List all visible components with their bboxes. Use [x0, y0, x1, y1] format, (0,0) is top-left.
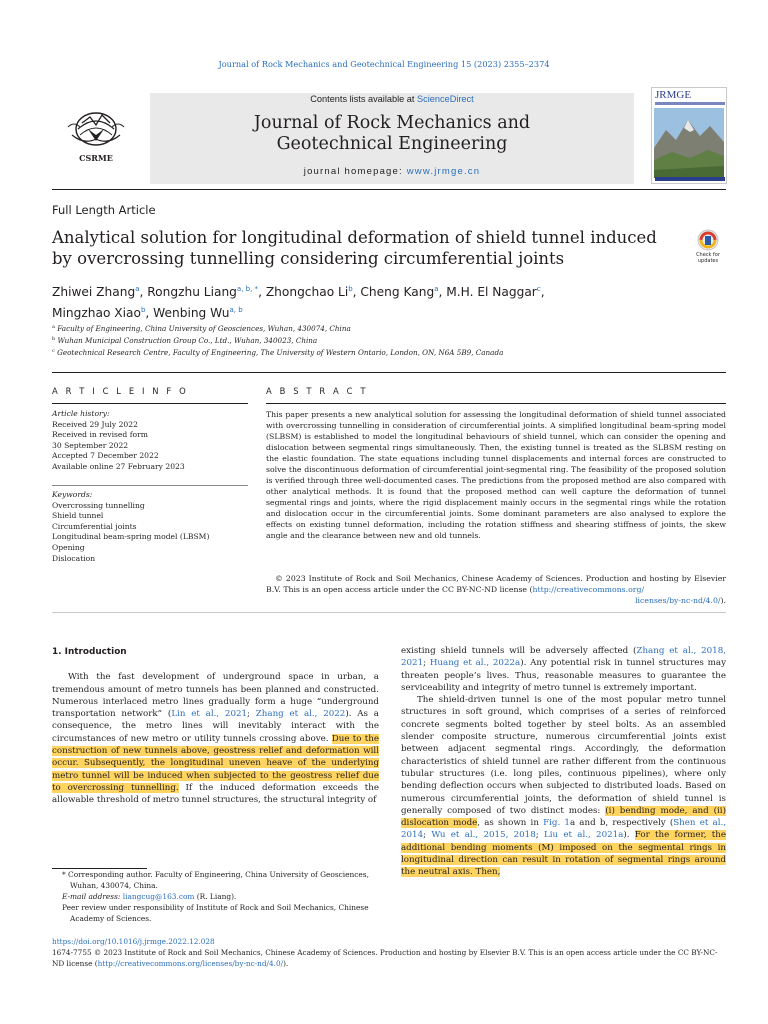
- header-divider: [52, 189, 726, 190]
- body-column-left: [52, 645, 379, 807]
- author-list: Zhiwei Zhang$^a$, Rongzhu Liang$^{a, b, *}$, Zhongchao Li$^b$, Cheng Kang$^a$, M.H. El Naggar$^c$, Mingzhao Xiao$^b$, Wenbing Wu$^{a, b}$: [52, 285, 545, 320]
- highlighted-text: (i) bending mode, and (ii) dislocation mode: [401, 805, 726, 829]
- keyword: Overcrossing tunnelling: [52, 500, 145, 510]
- highlighted-text: Due to the construction of new tunnels above, geostress relief and deformation will occur. Subsequently, the longitudinal uneven heave of the underlying metro tunnel will be induced when subjected to the geostress relief due to overcrossing tunnelling.: [52, 733, 379, 793]
- journal-title: [150, 113, 634, 155]
- paragraph: The shield-driven tunnel is one of the most popular metro tunnel structures in soft ground, which comprises of a series of reinforced concrete segments bolted together by steel bolts. As an assembled slender composite structure, numerous circumferential joints exist between adjacent segmental rings. Accordingly, the deformation characteristics of shield tunnel are rather different from the continuous tubular structures (i.e. long piles, continuous pipelines), where only bending deflection occurs when subjected to distributed loads. Based on numerous circumferential joints, the deformation of shield tunnel is generally composed of two distinct modes: (i) bending mode, and (ii) dislocation mode, as shown in Fig. 1a and b, respectively (Shen et al., 2014; Wu et al., 2015, 2018; Liu et al., 2021a). For the former, the additional bending moments (M) imposed on the segmental rings in longitudinal direction can result in rotation of segmental rings around the neutral axis. Then,: [401, 695, 726, 878]
- citation-link[interactable]: Zhang et al., 2022: [255, 709, 346, 720]
- sciencedirect-link[interactable]: ScienceDirect: [417, 94, 474, 104]
- contents-line: [150, 94, 634, 104]
- email-link[interactable]: liangcug@163.com: [122, 892, 195, 901]
- license-link-part2[interactable]: licenses/by-nc-nd/4.0/: [635, 596, 721, 605]
- keyword: Shield tunnel: [52, 511, 104, 521]
- paragraph: With the fast development of underground space in urban, a tremendous amount of metro tunnels has been planned and constructed. Numerous interlaced metro lines gradually form a huge “underground transportation network” (Lin et al., 2021; Zhang et al., 2022). As a consequence, the metro lines will inevitably interact with the circumstances of new metro or utility tunnels crossing above. Due to the construction of new tunnels above, geostress relief and deformation will occur. Subsequently, the longitudinal uneven heave of the underlying metro tunnel will be induced when subjected to the geostress relief due to overcrossing tunnelling. If the induced deformation exceeds the allowable threshold of metro tunnel structures, the structural integrity of: [52, 672, 379, 806]
- citation-link[interactable]: Shen et al., 2014: [401, 818, 726, 841]
- cover-mountain-image: [654, 108, 724, 178]
- keywords-label: Keywords:: [52, 490, 93, 499]
- author[interactable]: Wenbing Wu$^{a, b}$: [153, 306, 243, 320]
- keywords-rule: [52, 485, 248, 486]
- journal-citation[interactable]: Journal of Rock Mechanics and Geotechnical Engineering 15 (2023) 2355–2374: [218, 59, 550, 69]
- cover-subtitle-bar: [655, 102, 725, 105]
- journal-title-line1: Journal of Rock Mechanics and: [253, 113, 531, 133]
- section-heading-introduction: 1. Introduction: [52, 647, 127, 657]
- title-divider: [52, 372, 726, 373]
- article-type: Full Length Article: [52, 203, 156, 217]
- license-link-part1[interactable]: http://creativecommons.org/: [532, 585, 645, 594]
- keyword: Opening: [52, 542, 85, 552]
- author[interactable]: M.H. El Naggar$^c$: [446, 285, 541, 299]
- cover-title: JRMGE: [655, 89, 692, 101]
- citation-link[interactable]: Huang et al., 2022a: [429, 658, 521, 669]
- homepage-link[interactable]: www.jrmge.cn: [406, 166, 481, 177]
- check-for-updates-icon[interactable]: [690, 228, 726, 266]
- corresponding-author-note: * Corresponding author. Faculty of Engineering, China University of Geosciences, Wuhan, 430074, China.: [62, 870, 369, 890]
- history-label: Article history:: [52, 409, 110, 418]
- csrme-logo: [52, 105, 140, 165]
- badge-line1: Check for: [696, 252, 720, 258]
- figure-link[interactable]: Fig. 1: [543, 818, 570, 829]
- history-item: Received in revised form: [52, 430, 148, 440]
- highlighted-text: For the former, the additional bending moments (M) imposed on the segmental rings in longitudinal direction can result in rotation of segmental rings around the neutral axis. Then,: [401, 830, 726, 878]
- history-item: Accepted 7 December 2022: [52, 451, 159, 461]
- article-title: Analytical solution for longitudinal deformation of shield tunnel induced by overcrossing tunnelling considering circumferential joints: [52, 228, 657, 268]
- keywords: [52, 490, 248, 564]
- abstract-text: This paper presents a new analytical solution for assessing the longitudinal deformation of shield tunnel associated with overcrossing tunnelling in consideration of circumferential joints. A simplified longitudinal beam-spring model (SLBSM) is established to model the longitudinal behaviours of shield tunnel, which can consider the opening and dislocation between segmental rings simultaneously. Then, the existing tunnel is treated as the SLBSM resting on the elastic foundation. The state equations including tunnel displacements and internal forces are constructed to solve the discontinuous deformation of circumferential joint-segmental ring. The feasibility of the proposed solution is verified through three well-documented cases. The predictions from the proposed method are also compared with other analytical methods. It is found that the proposed method can well capture the deformation of tunnel segmental rings and joints, where the rigid displacement mainly occurs in the segmental rings while the rotation and dislocation occur in the circumferential joints. Some dominant parameters are also analysed to explore the effects on existing tunnel deformation, including the rotation stiffness and shearing stiffness of joints, the skew angle and the clearance between new and old tunnels.: [266, 410, 726, 540]
- citation-link[interactable]: Zhang et al., 2018, 2021: [401, 646, 726, 669]
- badge-line2: updates: [697, 258, 719, 264]
- history-item: Received 29 July 2022: [52, 419, 138, 429]
- email-note: E-mail address: liangcug@163.com (R. Liang).: [62, 892, 237, 901]
- article-info-heading: A R T I C L E I N F O: [52, 386, 189, 396]
- citation-link[interactable]: Liu et al., 2021a: [543, 830, 624, 841]
- affiliation: $^a$ Faculty of Engineering, China University of Geosciences, Wuhan, 430074, China: [52, 324, 351, 333]
- history-item: Available online 27 February 2023: [52, 461, 185, 471]
- journal-homepage: [150, 166, 634, 177]
- footer-license-link[interactable]: http://creativecommons.org/licenses/by-nc-nd/4.0/: [97, 958, 284, 968]
- keyword: Circumferential joints: [52, 521, 137, 531]
- citation-link[interactable]: Lin et al., 2021: [171, 709, 248, 720]
- author[interactable]: Cheng Kang$^a$: [360, 285, 439, 299]
- history-item: 30 September 2022: [52, 440, 129, 450]
- paragraph: existing shield tunnels will be adversely affected (Zhang et al., 2018, 2021; Huang et al., 2022a). Any potential risk in tunnel structures may threaten people’s lives. Thus, reasonable measures to guarantee the serviceability and integrity of metro tunnel is extremely important.: [401, 646, 726, 693]
- author[interactable]: Zhiwei Zhang$^a$: [52, 285, 140, 299]
- peer-review-note: Peer review under responsibility of Institute of Rock and Soil Mechanics, Chinese Academy of Sciences.: [62, 903, 369, 923]
- article-info-rule: [52, 403, 248, 404]
- affiliation: $^c$ Geotechnical Research Centre, Faculty of Engineering, The University of Western Ontario, London, ON, N6A 5B9, Canada: [52, 348, 504, 357]
- abstract-heading: A B S T R A C T: [266, 386, 369, 396]
- cover-footer-bar: [655, 177, 725, 181]
- csrme-logo-text: CSRME: [79, 153, 113, 163]
- abstract-rule: [266, 403, 726, 404]
- keyword: Longitudinal beam-spring model (LBSM): [52, 532, 210, 542]
- author[interactable]: Mingzhao Xiao$^b$: [52, 306, 146, 320]
- homepage-label: journal homepage:: [303, 166, 407, 177]
- author[interactable]: Rongzhu Liang$^{a, b, *}$: [147, 285, 259, 299]
- affiliation: $^b$ Wuhan Municipal Construction Group Co., Ltd., Wuhan, 340023, China: [52, 336, 318, 345]
- keyword: Dislocation: [52, 553, 96, 563]
- journal-title-line2: Geotechnical Engineering: [276, 134, 508, 154]
- article-history: [52, 409, 248, 473]
- body-column-right: [401, 645, 726, 879]
- abstract-copyright: © 2023 Institute of Rock and Soil Mechanics, Chinese Academy of Sciences. Production and hosting by Elsevier B.V. This is an open access article under the CC BY-NC-ND license (http://creativecommons.org/ licenses/by-nc-nd/4.0/).: [266, 574, 727, 605]
- contents-prefix: Contents lists available at: [310, 94, 418, 104]
- page-footer: https://doi.org/10.1016/j.jrmge.2022.12.028 1674-7755 © 2023 Institute of Rock and Soil Mechanics, Chinese Academy of Sciences. Production and hosting by Elsevier B.V. This is an open access article under the CC BY-NC-ND license (http://creativecommons.org/licenses/by-nc-nd/4.0/).: [52, 937, 726, 969]
- journal-cover-thumbnail[interactable]: [651, 87, 727, 184]
- citation-link[interactable]: Wu et al., 2015, 2018: [431, 830, 536, 841]
- abstract-bottom-rule: [52, 612, 726, 613]
- footnotes: [52, 869, 379, 924]
- author[interactable]: Zhongchao Li$^b$: [265, 285, 353, 299]
- affiliations: [52, 322, 692, 358]
- doi-link[interactable]: https://doi.org/10.1016/j.jrmge.2022.12.028: [52, 937, 215, 946]
